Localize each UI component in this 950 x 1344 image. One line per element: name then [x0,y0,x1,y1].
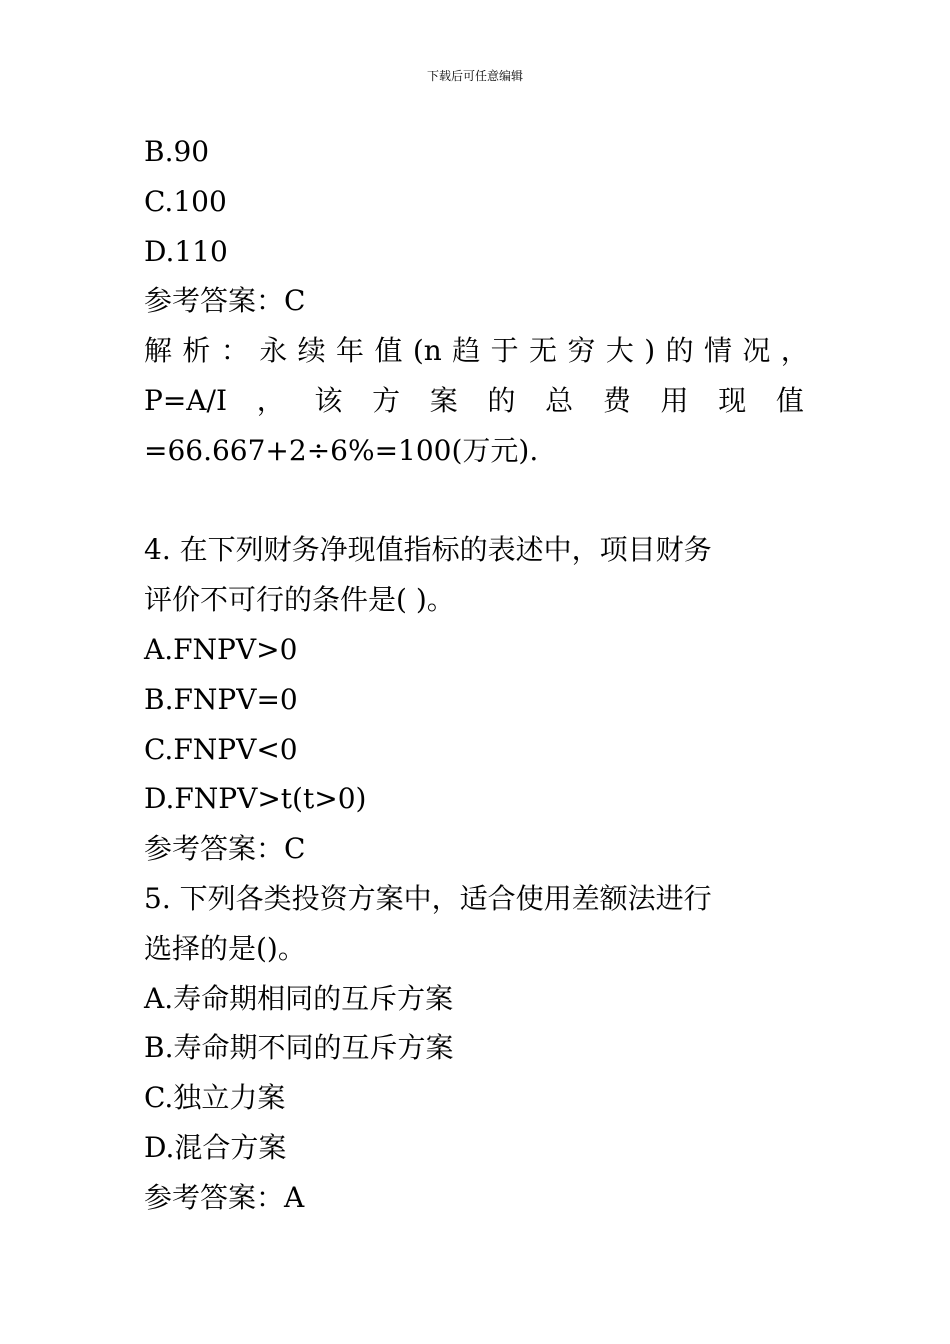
analysis-char: 趋 [452,334,481,368]
q5-option-d: D.混合方案 [144,1130,287,1164]
analysis-char: 该 [314,383,343,417]
q4-option-b: B.FNPV=0 [144,682,298,716]
analysis-char: 总 [545,383,574,417]
q4-option-d: D.FNPV>t(t>0) [144,782,367,816]
q3-answer: 参考答案：C [144,284,306,318]
q5-answer: 参考答案：A [144,1180,305,1214]
analysis-char: ) [644,334,656,368]
analysis-char: 值 [374,334,403,368]
q3-analysis-line-2 [144,376,804,426]
analysis-char: 于 [490,334,519,368]
q5-option-a: A.寿命期相同的互斥方案 [144,981,454,1015]
q5-option-c: C.独立力案 [144,1081,286,1115]
q3-option-b: B.90 [144,135,210,168]
q3-analysis-line-3: =66.667+2÷6%=100(万元). [144,433,539,467]
q5-stem-line-2: 选择的是()。 [144,931,306,965]
q3-option-d: D.110 [144,234,228,268]
analysis-char: 析 [182,334,211,368]
q3-analysis-line-1 [144,326,809,376]
analysis-char: 值 [775,383,804,417]
analysis-char: 情 [703,334,732,368]
analysis-char: ： [220,334,249,368]
analysis-char: ， [780,334,809,368]
q4-stem-line-1: 4. 在下列财务净现值指标的表述中，项目财务 [144,533,712,567]
paragraph-spacer [144,476,809,526]
analysis-char: 用 [660,383,689,417]
q4-option-a: A.FNPV>0 [144,632,298,666]
analysis-char: 的 [487,383,516,417]
analysis-char: 的 [665,334,694,368]
q3-option-c: C.100 [144,184,227,218]
analysis-char: 续 [297,334,326,368]
analysis-char: 永 [259,334,288,368]
analysis-char: P=A/I [144,383,228,417]
analysis-char: 方 [372,383,401,417]
analysis-char: (n [412,334,442,368]
analysis-char: 年 [336,334,365,368]
q4-answer: 参考答案：C [144,832,306,866]
analysis-char: ， [256,383,285,417]
analysis-char: 大 [605,334,634,368]
analysis-char: 现 [718,383,747,417]
page-header: 下载后可任意编辑 [426,69,523,83]
q5-option-b: B.寿命期不同的互斥方案 [144,1031,454,1065]
q4-stem-line-2: 评价不可行的条件是( )。 [144,583,455,617]
analysis-char: 费 [602,383,631,417]
q5-stem-line-1: 5. 下列各类投资方案中，适合使用差额法进行 [144,881,712,915]
analysis-char: 穷 [567,334,596,368]
analysis-char: 无 [529,334,558,368]
analysis-char: 解 [144,334,173,368]
q4-option-c: C.FNPV<0 [144,732,298,766]
analysis-char: 况 [742,334,771,368]
analysis-char: 案 [429,383,458,417]
document-body [144,127,809,1223]
